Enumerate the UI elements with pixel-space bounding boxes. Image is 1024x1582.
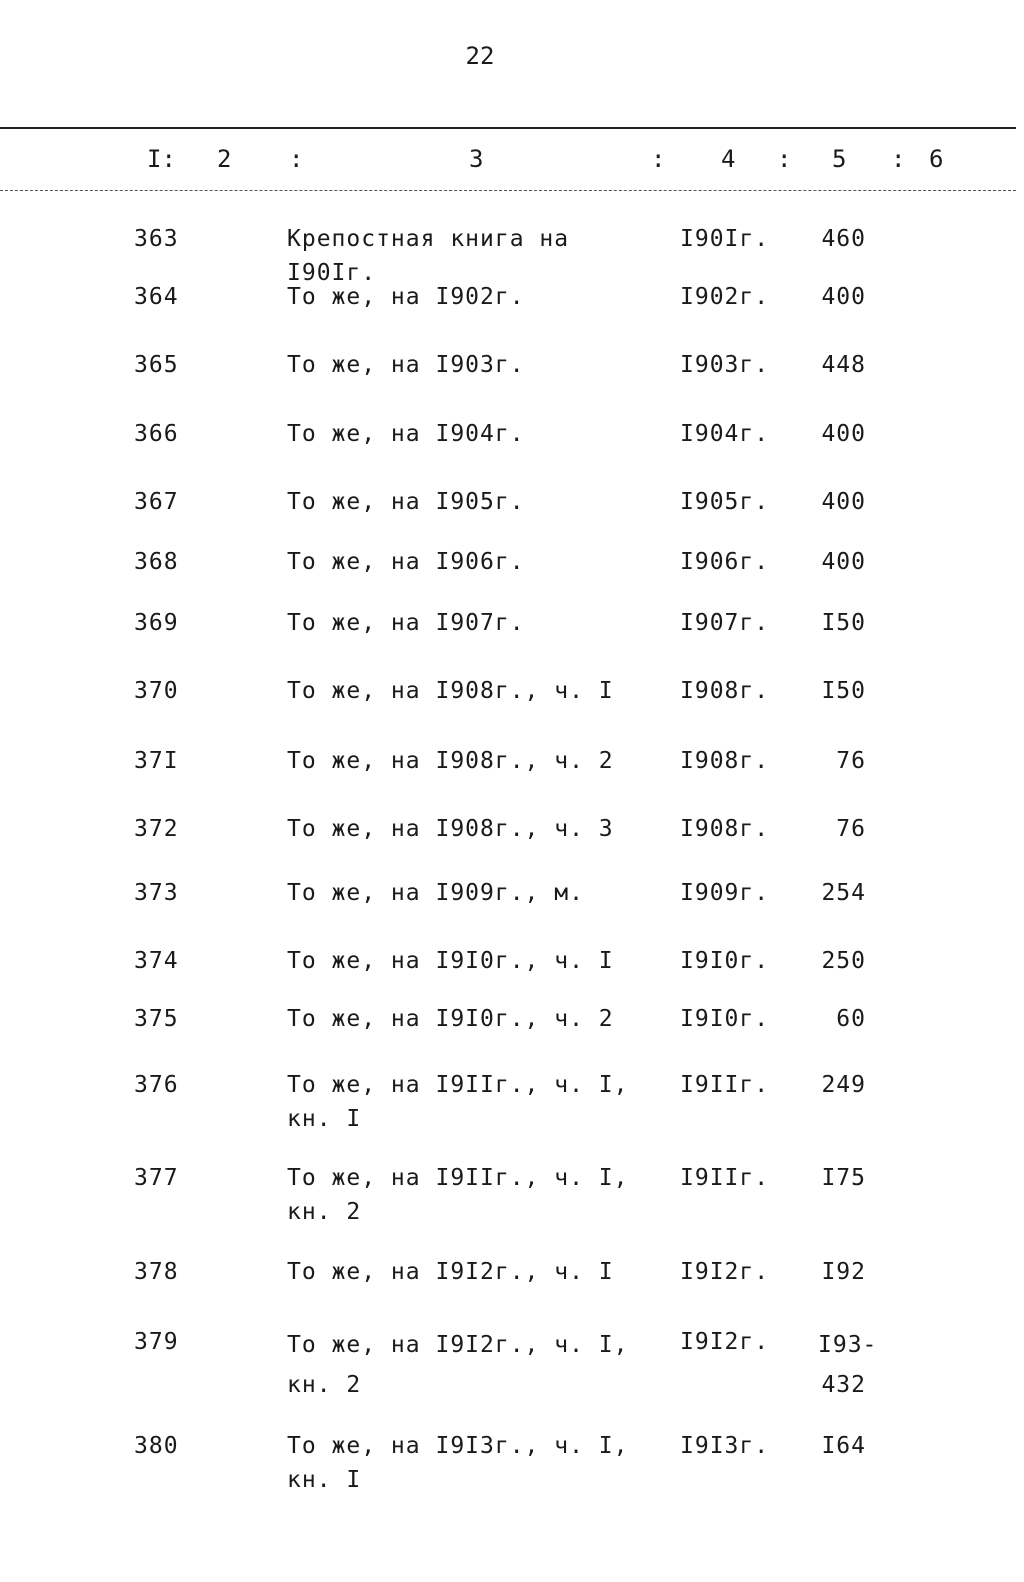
item-title xyxy=(287,606,657,640)
item-date: I9IIг. xyxy=(680,1072,770,1098)
item-page-count xyxy=(818,348,866,382)
item-number: 370 xyxy=(134,678,179,704)
item-number: 372 xyxy=(134,816,179,842)
item-page-count xyxy=(818,876,866,910)
item-page-count-line: I92 xyxy=(821,1259,866,1285)
item-page-count xyxy=(818,485,866,519)
item-date: I908г. xyxy=(680,816,770,842)
item-page-count xyxy=(818,1255,866,1289)
item-page-count xyxy=(818,1002,866,1036)
header-sep: : xyxy=(651,145,666,173)
item-page-count-line: I64 xyxy=(821,1433,866,1459)
header-col1: I: xyxy=(147,145,176,173)
item-date: I904г. xyxy=(680,421,770,447)
item-date: I907г. xyxy=(680,610,770,636)
item-number: 367 xyxy=(134,489,179,515)
item-title-line: То же, на I9I0г., ч. 2 xyxy=(287,1006,614,1032)
item-number: 380 xyxy=(134,1433,179,1459)
item-number: 364 xyxy=(134,284,179,310)
item-title xyxy=(287,1325,657,1405)
header-sep: : xyxy=(289,145,304,173)
item-page-count xyxy=(818,944,866,978)
item-page-count-line: I50 xyxy=(821,610,866,636)
item-page-count xyxy=(818,417,866,451)
item-date: I9I0г. xyxy=(680,1006,770,1032)
item-date: I9I3г. xyxy=(680,1433,770,1459)
item-date: I902г. xyxy=(680,284,770,310)
item-page-count-line: I93- xyxy=(818,1332,878,1358)
item-date: I9I2г. xyxy=(680,1259,770,1285)
item-title xyxy=(287,280,657,314)
item-title xyxy=(287,1002,657,1036)
item-number: 374 xyxy=(134,948,179,974)
item-title xyxy=(287,485,657,519)
item-date: I908г. xyxy=(680,748,770,774)
item-number: 379 xyxy=(134,1329,179,1355)
item-number: 373 xyxy=(134,880,179,906)
item-number: 376 xyxy=(134,1072,179,1098)
header-sep: : xyxy=(777,145,792,173)
header-col5: 5 xyxy=(832,145,847,173)
item-title xyxy=(287,876,657,910)
item-page-count-line: I50 xyxy=(821,678,866,704)
item-title xyxy=(287,1161,657,1229)
item-page-count xyxy=(818,606,866,640)
item-date: I903г. xyxy=(680,352,770,378)
item-page-count-line: 400 xyxy=(821,489,866,515)
item-number: 37I xyxy=(134,748,179,774)
item-number: 375 xyxy=(134,1006,179,1032)
item-number: 366 xyxy=(134,421,179,447)
item-page-count xyxy=(818,812,866,846)
item-title-line: То же, на I9IIг., ч. I, xyxy=(287,1165,629,1191)
item-title-line: То же, на I9I0г., ч. I xyxy=(287,948,614,974)
item-page-count xyxy=(818,1325,878,1405)
item-page-count xyxy=(818,1429,866,1463)
item-page-count-line: 60 xyxy=(836,1006,866,1032)
item-page-count-line: 432 xyxy=(821,1372,866,1398)
item-page-count-line: 249 xyxy=(821,1072,866,1098)
item-title-line: То же, на I907г. xyxy=(287,610,525,636)
item-title xyxy=(287,417,657,451)
item-title xyxy=(287,744,657,778)
item-title-line: То же, на I9I2г., ч. I, xyxy=(287,1332,629,1358)
item-number: 365 xyxy=(134,352,179,378)
item-page-count xyxy=(818,280,866,314)
item-page-count xyxy=(818,744,866,778)
item-title-line: Крепостная книга на I90Iг. xyxy=(287,226,570,286)
item-number: 363 xyxy=(134,226,179,252)
item-title-line: То же, на I9I3г., ч. I, xyxy=(287,1433,629,1459)
item-page-count xyxy=(818,222,866,256)
item-date: I908г. xyxy=(680,678,770,704)
header-col3: 3 xyxy=(469,145,484,173)
header-sep: : xyxy=(891,145,906,173)
item-date: I909г. xyxy=(680,880,770,906)
item-title xyxy=(287,1429,657,1497)
item-page-count-line: 448 xyxy=(821,352,866,378)
item-title-line: То же, на I908г., ч. I xyxy=(287,678,614,704)
item-title xyxy=(287,1255,657,1289)
item-date: I9IIг. xyxy=(680,1165,770,1191)
header-col6: 6 xyxy=(929,145,944,173)
item-page-count-line: I75 xyxy=(821,1165,866,1191)
item-title xyxy=(287,944,657,978)
item-number: 377 xyxy=(134,1165,179,1191)
item-title-line: То же, на I9IIг., ч. I, xyxy=(287,1072,629,1098)
page-number: 22 xyxy=(465,42,495,70)
item-date: I9I0г. xyxy=(680,948,770,974)
item-title-line: кн. 2 xyxy=(287,1199,362,1225)
item-page-count xyxy=(818,1068,866,1102)
item-page-count-line: 254 xyxy=(821,880,866,906)
item-page-count-line: 400 xyxy=(821,284,866,310)
item-page-count-line: 250 xyxy=(821,948,866,974)
item-title-line: То же, на I909г., м. xyxy=(287,880,584,906)
item-title xyxy=(287,348,657,382)
item-page-count xyxy=(818,1161,866,1195)
item-page-count-line: 460 xyxy=(821,226,866,252)
item-title-line: То же, на I906г. xyxy=(287,549,525,575)
item-title xyxy=(287,812,657,846)
item-title-line: То же, на I904г. xyxy=(287,421,525,447)
item-number: 378 xyxy=(134,1259,179,1285)
item-page-count-line: 76 xyxy=(836,748,866,774)
header-bottom-rule xyxy=(0,190,1016,191)
item-title-line: кн. 2 xyxy=(287,1372,362,1398)
item-title-line: То же, на I905г. xyxy=(287,489,525,515)
header-col2: 2 xyxy=(217,145,232,173)
item-page-count xyxy=(818,545,866,579)
item-title xyxy=(287,545,657,579)
item-number: 369 xyxy=(134,610,179,636)
item-title-line: То же, на I908г., ч. 3 xyxy=(287,816,614,842)
item-page-count-line: 76 xyxy=(836,816,866,842)
item-title-line: То же, на I903г. xyxy=(287,352,525,378)
item-title-line: То же, на I902г. xyxy=(287,284,525,310)
item-number: 368 xyxy=(134,549,179,575)
item-page-count-line: 400 xyxy=(821,421,866,447)
item-title-line: То же, на I908г., ч. 2 xyxy=(287,748,614,774)
item-title-line: кн. I xyxy=(287,1106,362,1132)
header-top-rule xyxy=(0,127,1016,129)
item-title xyxy=(287,1068,657,1136)
item-date: I9I2г. xyxy=(680,1329,770,1355)
item-date: I90Iг. xyxy=(680,226,770,252)
item-date: I905г. xyxy=(680,489,770,515)
item-date: I906г. xyxy=(680,549,770,575)
header-col4: 4 xyxy=(721,145,736,173)
item-page-count-line: 400 xyxy=(821,549,866,575)
item-title-line: То же, на I9I2г., ч. I xyxy=(287,1259,614,1285)
item-title-line: кн. I xyxy=(287,1467,362,1493)
item-title xyxy=(287,674,657,708)
item-page-count xyxy=(818,674,866,708)
